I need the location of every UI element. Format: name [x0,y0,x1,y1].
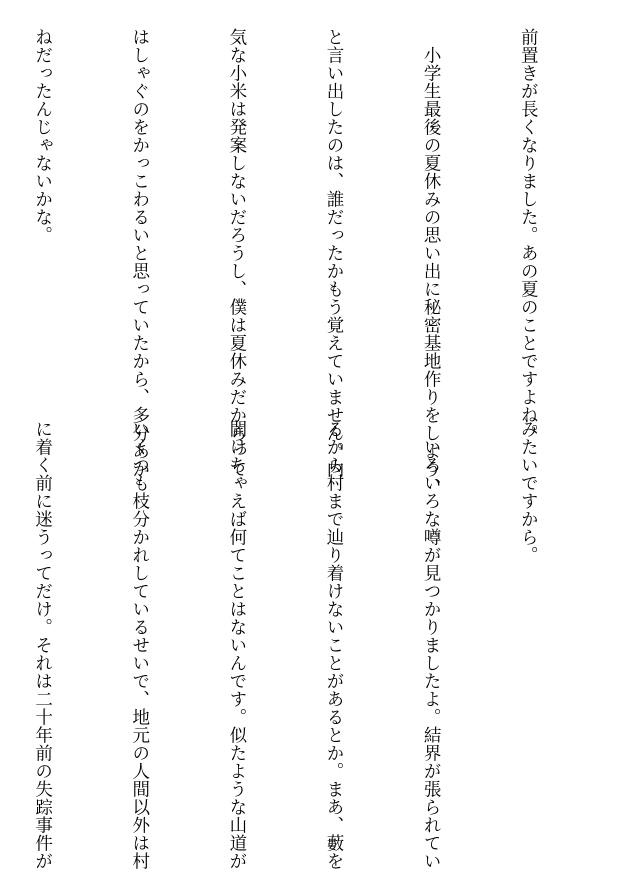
text-line: いくつも枝分かれしているせいで、地元の人間以外は村 [129,420,150,870]
text-line: と言い出したのは、誰だったかもう覚えていません。内 [324,28,344,478]
text-line: ねだったんじゃないかな。 [32,28,53,244]
text-line: るから村まで辿り着けないことがあるとか。まあ、藪を [324,420,344,870]
text-line: いろいろな噂が見つかりましたよ。結界が張られてい [421,420,442,870]
text-line: 開けちゃえば何てことはないんです。似たような山道が [226,420,247,870]
text-line: はしゃぐのをかっこわるいと思っていたから、多分あか [129,28,150,478]
lower-text-block [0,420,609,870]
text-line: 気な小米は発案しないだろうし、僕は夏休みだからって [226,28,247,478]
text-line: 小学生最後の夏休みの思い出に秘密基地作りをしよう、 [421,28,442,496]
text-line: みたいですから。 [518,420,539,564]
text-line: 前置きが長くなりました。あの夏のことですよね。 [518,28,539,442]
text-line: に着く前に迷うってだけ。それは二十年前の失踪事件が [32,420,53,870]
